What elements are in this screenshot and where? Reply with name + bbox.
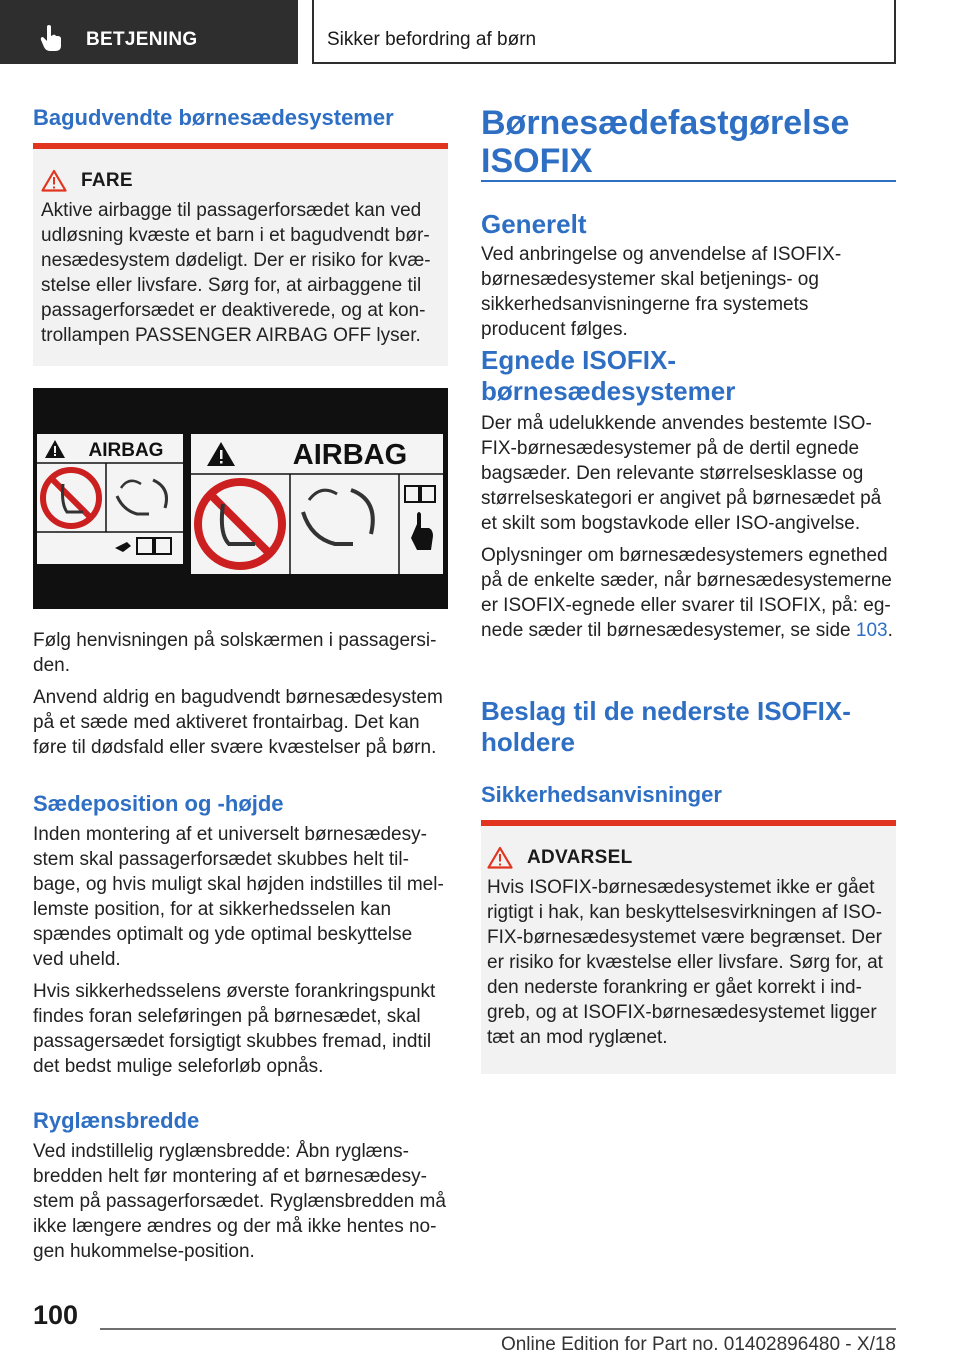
warning-title: ADVARSEL bbox=[527, 846, 633, 868]
heading-backrest-width: Ryglænsbredde bbox=[33, 1108, 200, 1133]
warning-box-advarsel bbox=[481, 820, 896, 1074]
heading-brackets-line1: Beslag til de nederste ISOFIX- bbox=[481, 696, 851, 726]
warning-title: FARE bbox=[81, 169, 133, 191]
paragraph-generelt: Ved anbringelse og anvendelse af ISOFIX-børnesædesystemer skal betjenings- og sikkerhedsanvisningerne fra systemets producent følges. bbox=[481, 244, 842, 340]
heading-brackets-line2: holdere bbox=[481, 727, 575, 757]
heading-safety-notes: Sikkerhedsanvisninger bbox=[481, 782, 722, 807]
airbag-label-small-text: AIRBAG bbox=[88, 440, 164, 461]
heading-generelt: Generelt bbox=[481, 209, 587, 239]
airbag-label-photo bbox=[33, 388, 448, 609]
heading-rear-facing-seats: Bagudvendte børnesædesystemer bbox=[33, 105, 394, 130]
footer-divider bbox=[100, 1328, 896, 1330]
heading-seat-position: Sædeposition og -højde bbox=[33, 791, 284, 816]
header-chapter-box bbox=[312, 0, 896, 64]
paragraph-backrest-width: Ved indstillelig ryglænsbredde: Åbn ryglænsbredden helt før montering af et børnesædesystem på passagerforsædet. Ryglænsbredden må ikke længere ændres og der må ikke hentes nogen hukommelse-position. bbox=[33, 1141, 446, 1262]
title-isofix-line1: Børnesædefastgørelse bbox=[481, 104, 850, 142]
page-reference-link[interactable]: 103 bbox=[855, 620, 888, 641]
header-chapter-title: Sikker befordring af børn bbox=[327, 29, 537, 50]
title-underline bbox=[481, 180, 896, 182]
warning-box-danger bbox=[33, 143, 448, 366]
paragraph-suitable-1: Der må udelukkende anvendes bestemte ISOFIX-børnesædesystemer på de dertil egnede bagsæder. Den relevante størrelsesklasse og størrelseskategori er angivet på børnesædet på et skilt som bogstavkode eller ISO-angivelse. bbox=[481, 413, 882, 534]
airbag-label-large-text: AIRBAG bbox=[292, 439, 408, 471]
header-section-label: BETJENING bbox=[86, 29, 198, 50]
paragraph-never-use-active-airbag: Anvend aldrig en bagudvendt børnesædesystem på et sæde med aktiveret frontairbag. Det kan føre til dødsfald eller svære kvæstelser på børn. bbox=[33, 687, 443, 758]
warning-triangle-icon bbox=[41, 169, 67, 192]
airbag-warning-label-illustration bbox=[33, 388, 448, 609]
hand-pointer-icon bbox=[40, 24, 64, 52]
paragraph-suitable-2: Oplysninger om børnesædesystemers egnethed på de enkelte sæder, når børnesædesystemerne er ISOFIX-egnede eller svarer til ISOFIX, på: egnede sæder til børnesædesystemer, se side 103. bbox=[481, 545, 893, 641]
paragraph-seat-position-1: Inden montering af et universelt børnesædesystem skal passagerforsædet skubbes helt tilbage, og hvis muligt skal højden indstilles til mellemste position, for at sikkerhedsselen kan spændes optimalt og yde optimal beskyttelse ved uheld. bbox=[33, 824, 444, 970]
heading-suitable-isofix-line1: Egnede ISOFIX- bbox=[481, 345, 677, 375]
warning-text: Hvis ISOFIX-børnesædesystemet ikke er gået rigtigt i hak, kan beskyttelsesvirkningen af ISOFIX-børnesædesystemet være begrænset. Der er risiko for kvæstelse eller livsfare. Sørg for, at den nederste forankring er gået korrekt i indgreb, og at ISOFIX-børnesædesystemet ligger tæt an mod ryglænet. bbox=[487, 877, 883, 1048]
title-isofix-line2: ISOFIX bbox=[481, 142, 593, 180]
page-number: 100 bbox=[33, 1300, 79, 1330]
warning-triangle-icon bbox=[487, 846, 513, 869]
footer-edition: Online Edition for Part no. 01402896480 - X/18 bbox=[500, 1334, 896, 1355]
paragraph-follow-sunvisor: Følg henvisningen på solskærmen i passagersiden. bbox=[33, 630, 437, 676]
heading-suitable-isofix-line2: børnesædesystemer bbox=[481, 376, 736, 406]
warning-text: Aktive airbagge til passagerforsædet kan ved udløsning kvæste et barn i et bagudvendt børnesædesystem dødeligt. Der er risiko for kvæstelse eller livsfare. Sørg for, at airbaggene til passagerforsædet er deaktiverede, og at kontrollampen PASSENGER AIRBAG OFF lyser. bbox=[41, 200, 431, 346]
paragraph-seat-position-2: Hvis sikkerhedsselens øverste forankringspunkt findes foran seleføringen på børnesædet, skal passagersædet forsigtigt skubbes fremad, indtil det bedst mulige seleforløb opnås. bbox=[33, 981, 436, 1077]
header-section-tab bbox=[0, 0, 298, 64]
